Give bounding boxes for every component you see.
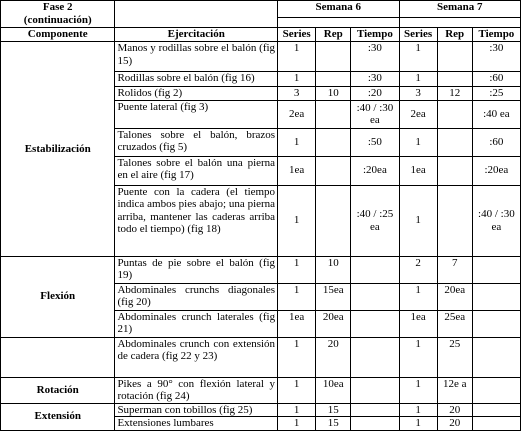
series-s7-cell: 1ea xyxy=(399,310,437,337)
ejercitacion-cell: Puntas de pie sobre el balón (fig 19) xyxy=(115,256,278,283)
series-s6-cell: 1 xyxy=(278,417,316,431)
series-s7-cell: 1 xyxy=(399,42,437,72)
tiempo-s7-cell: :40 / :30 ea xyxy=(472,185,520,256)
tiempo-s7-cell: :20ea xyxy=(472,156,520,185)
tiempo-s6-cell: :20 xyxy=(351,87,399,101)
componente-cell: Extensión xyxy=(1,403,115,430)
semana6-spacer xyxy=(278,18,399,28)
tiempo-s6-cell xyxy=(351,310,399,337)
tiempo-s6-cell: :40 / :25 ea xyxy=(351,185,399,256)
series-s6-cell: 1ea xyxy=(278,310,316,337)
ejercitacion-cell: Rodillas sobre el balón (fig 16) xyxy=(115,72,278,87)
series-s7-cell: 2ea xyxy=(399,100,437,128)
rep-s6-cell xyxy=(316,100,351,128)
rep-s6-cell: 20ea xyxy=(316,310,351,337)
tiempo-s7-cell: :60 xyxy=(472,128,520,156)
ejercitacion-cell: Manos y rodillas sobre el balón (fig 15) xyxy=(115,42,278,72)
tiempo-s7-cell xyxy=(472,337,520,377)
tiempo-s7-cell xyxy=(472,403,520,417)
rep-s7-cell xyxy=(437,128,472,156)
table-row xyxy=(1,256,521,283)
tiempo-s6-cell xyxy=(351,283,399,310)
semana7-header: Semana 7 xyxy=(399,1,521,18)
col-series-s6: Series xyxy=(278,28,316,42)
tiempo-s6-cell: :20ea xyxy=(351,156,399,185)
series-s6-cell: 1 xyxy=(278,337,316,377)
col-tiempo-s6: Tiempo xyxy=(351,28,399,42)
col-rep-s6: Rep xyxy=(316,28,351,42)
semana7-spacer xyxy=(399,18,521,28)
col-tiempo-s7: Tiempo xyxy=(472,28,520,42)
col-series-s7: Series xyxy=(399,28,437,42)
ejercitacion-cell: Extensiones lumbares xyxy=(115,417,278,431)
tiempo-s7-cell xyxy=(472,417,520,431)
tiempo-s7-cell xyxy=(472,377,520,403)
componente-cell: Rotación xyxy=(1,377,115,403)
rep-s7-cell xyxy=(437,185,472,256)
series-s6-cell: 1 xyxy=(278,403,316,417)
rep-s7-cell xyxy=(437,42,472,72)
rep-s7-cell: 25 xyxy=(437,337,472,377)
series-s6-cell: 3 xyxy=(278,87,316,101)
rep-s6-cell xyxy=(316,72,351,87)
rep-s6-cell: 15 xyxy=(316,417,351,431)
series-s6-cell: 1 xyxy=(278,128,316,156)
componente-cell: Flexión xyxy=(1,256,115,337)
series-s7-cell: 1 xyxy=(399,128,437,156)
series-s7-cell: 3 xyxy=(399,87,437,101)
fase-header xyxy=(1,1,115,28)
tiempo-s7-cell: :40 ea xyxy=(472,100,520,128)
rep-s6-cell xyxy=(316,128,351,156)
rep-s6-cell: 10ea xyxy=(316,377,351,403)
fase-subtitle: (continuación) xyxy=(23,13,92,26)
rep-s6-cell: 20 xyxy=(316,337,351,377)
rep-s7-cell: 20 xyxy=(437,403,472,417)
series-s6-cell: 1 xyxy=(278,185,316,256)
tiempo-s7-cell: :60 xyxy=(472,72,520,87)
series-s6-cell: 2ea xyxy=(278,100,316,128)
tiempo-s6-cell xyxy=(351,417,399,431)
series-s6-cell: 1 xyxy=(278,256,316,283)
empty-header-cell xyxy=(115,1,278,28)
series-s7-cell: 1 xyxy=(399,417,437,431)
series-s6-cell: 1 xyxy=(278,283,316,310)
tiempo-s6-cell: :30 xyxy=(351,42,399,72)
tiempo-s6-cell: :40 / :30 ea xyxy=(351,100,399,128)
rep-s6-cell: 10 xyxy=(316,87,351,101)
rep-s7-cell: 12e a xyxy=(437,377,472,403)
col-rep-s7: Rep xyxy=(437,28,472,42)
series-s7-cell: 1ea xyxy=(399,156,437,185)
tiempo-s7-cell: :30 xyxy=(472,42,520,72)
rep-s7-cell xyxy=(437,156,472,185)
rep-s7-cell: 12 xyxy=(437,87,472,101)
semana6-header: Semana 6 xyxy=(278,1,399,18)
series-s6-cell: 1ea xyxy=(278,156,316,185)
tiempo-s6-cell xyxy=(351,337,399,377)
rep-s7-cell: 25ea xyxy=(437,310,472,337)
ejercitacion-cell: Talones sobre el balón, brazos cruzados (fig 5) xyxy=(115,128,278,156)
series-s7-cell: 1 xyxy=(399,403,437,417)
ejercitacion-cell: Puente con la cadera (el tiempo indica ambos pies abajo; una pierna arriba, mantener las caderas arriba todo el tiempo) (fig 18) xyxy=(115,185,278,256)
series-s7-cell: 1 xyxy=(399,377,437,403)
rep-s6-cell xyxy=(316,42,351,72)
rep-s6-cell: 15ea xyxy=(316,283,351,310)
series-s7-cell: 1 xyxy=(399,283,437,310)
ejercitacion-cell: Talones sobre el balón una pierna en el aire (fig 17) xyxy=(115,156,278,185)
col-ejercitacion: Ejercitación xyxy=(115,28,278,42)
rep-s7-cell: 20 xyxy=(437,417,472,431)
tiempo-s7-cell xyxy=(472,283,520,310)
series-s6-cell: 1 xyxy=(278,377,316,403)
rep-s6-cell: 10 xyxy=(316,256,351,283)
ejercitacion-cell: Superman con tobillos (fig 25) xyxy=(115,403,278,417)
tiempo-s7-cell xyxy=(472,310,520,337)
componente-cell: Estabilización xyxy=(1,42,115,257)
rep-s6-cell: 15 xyxy=(316,403,351,417)
series-s7-cell: 1 xyxy=(399,185,437,256)
series-s7-cell: 1 xyxy=(399,72,437,87)
tiempo-s6-cell: :30 xyxy=(351,72,399,87)
series-s6-cell: 1 xyxy=(278,72,316,87)
ejercitacion-cell: Puente lateral (fig 3) xyxy=(115,100,278,128)
table-row xyxy=(1,337,521,377)
fase-title: Fase 2 xyxy=(42,1,73,13)
col-componente: Componente xyxy=(1,28,115,42)
rep-s7-cell xyxy=(437,100,472,128)
ejercitacion-cell: Rolidos (fig 2) xyxy=(115,87,278,101)
tiempo-s7-cell: :25 xyxy=(472,87,520,101)
tiempo-s6-cell xyxy=(351,377,399,403)
rep-s6-cell xyxy=(316,185,351,256)
rep-s6-cell xyxy=(316,156,351,185)
table-row xyxy=(1,42,521,72)
tiempo-s7-cell xyxy=(472,256,520,283)
table-row xyxy=(1,403,521,417)
rep-s7-cell: 20ea xyxy=(437,283,472,310)
ejercitacion-cell: Pikes a 90° con flexión lateral y rotación (fig 24) xyxy=(115,377,278,403)
tiempo-s6-cell xyxy=(351,256,399,283)
ejercitacion-cell: Abdominales crunchs diagonales (fig 20) xyxy=(115,283,278,310)
series-s7-cell: 2 xyxy=(399,256,437,283)
componente-cell xyxy=(1,337,115,377)
ejercitacion-cell: Abdominales crunch laterales (fig 21) xyxy=(115,310,278,337)
rep-s7-cell: 7 xyxy=(437,256,472,283)
ejercitacion-cell: Abdominales crunch con extensión de cadera (fig 22 y 23) xyxy=(115,337,278,377)
series-s7-cell: 1 xyxy=(399,337,437,377)
series-s6-cell: 1 xyxy=(278,42,316,72)
rep-s7-cell xyxy=(437,72,472,87)
table-row xyxy=(1,377,521,403)
tiempo-s6-cell: :50 xyxy=(351,128,399,156)
tiempo-s6-cell xyxy=(351,403,399,417)
